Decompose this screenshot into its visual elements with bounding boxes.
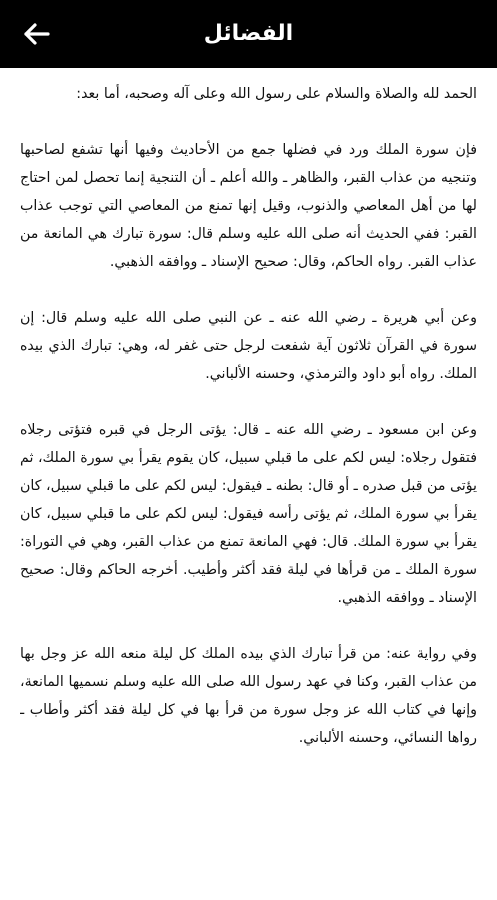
article-body[interactable] <box>20 80 477 890</box>
paragraph-ibn-masud: وعن ابن مسعود ـ رضي الله عنه ـ قال: يؤتى الرجل في قبره فتؤتى رجلاه فتقول رجلاه: ليس لكم على ما قبلي سبيل، كان يقوم يقرأ بي سورة الملك، ثم يؤتى من قبل صدره ـ أو قال: بطنه ـ فيقول: ليس لكم على ما قبلي سبيل، كان يقرأ بي سورة الملك، ثم يؤتى رأسه فيقول: ليس لكم على ما قبلي سبيل، كان يقرأ بي سورة الملك. قال: فهي المانعة تمنع من عذاب القبر، وهي في التوراة: سورة الملك ـ من قرأها في ليلة فقد أكثر وأطيب. أخرجه الحاكم وقال: صحيح الإسناد ـ ووافقه الذهبي. <box>20 422 477 606</box>
paragraph-intro: الحمد لله والصلاة والسلام على رسول الله وعلى آله وصحبه، أما بعد: <box>76 86 477 102</box>
app-bar <box>0 0 497 68</box>
page-title: الفضائل <box>203 21 294 46</box>
paragraph-surah-mulk-virtue: فإن سورة الملك ورد في فضلها جمع من الأحاديث وفيها أنها تشفع لصاحبها وتنجيه من عذاب القبر، والظاهر ـ والله أعلم ـ أن التنجية إنما تحصل لمن احتاج لها من أهل المعاصي والذنوب، وقيل إنها تمنع من المعاصي التي توجب عذاب القبر: ففي الحديث أنه صلى الله عليه وسلم قال: سورة تبارك هي المانعة من عذاب القبر. رواه الحاكم، وقال: صحيح الإسناد ـ ووافقه الذهبي. <box>20 142 477 270</box>
paragraph-abu-hurayra: وعن أبي هريرة ـ رضي الله عنه ـ عن النبي صلى الله عليه وسلم قال: إن سورة في القرآن ثلاثون آية شفعت لرجل حتى غفر له، وهي: تبارك الذي بيده الملك. رواه أبو داود والترمذي، وحسنه الألباني. <box>20 310 477 382</box>
paragraph-another-narration: وفي رواية عنه: من قرأ تبارك الذي بيده الملك كل ليلة منعه الله عز وجل بها من عذاب القبر، وكنا في عهد رسول الله صلى الله عليه وسلم نسميها المانعة، وإنها في كتاب الله عز وجل سورة من قرأ بها في كل ليلة فقد أكثر وأطاب ـ رواها النسائي، وحسنه الألباني. <box>20 646 477 746</box>
